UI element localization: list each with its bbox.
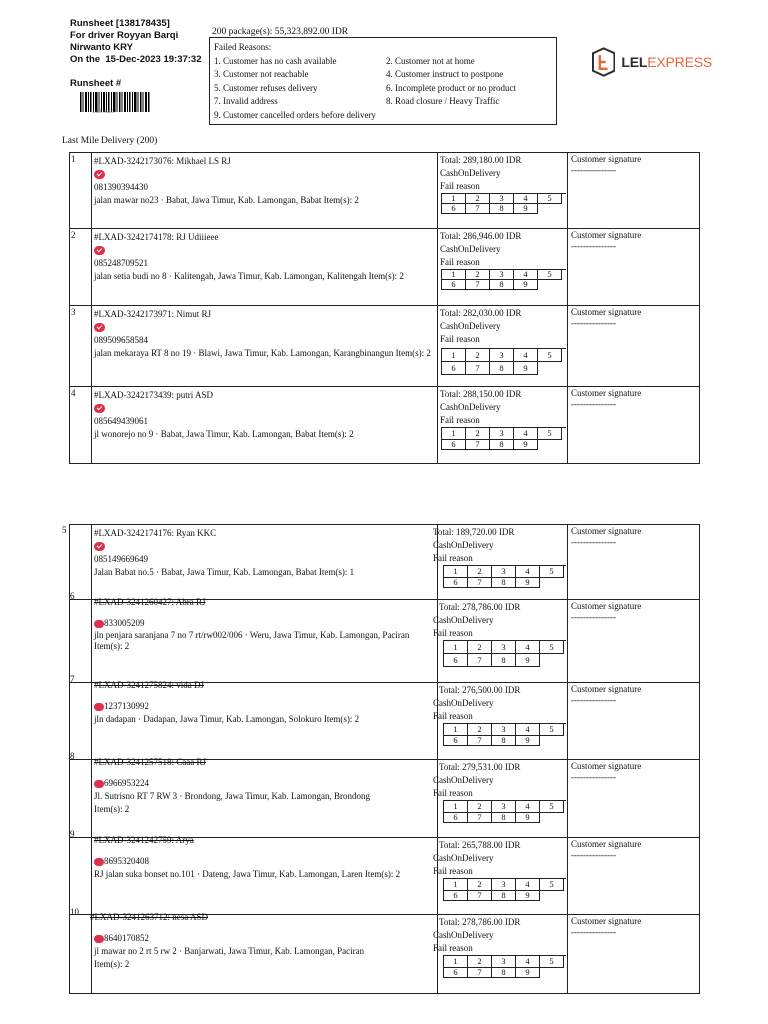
row-number: 3 — [71, 307, 76, 317]
reason-box[interactable]: 4 — [514, 349, 538, 362]
reason-box[interactable]: 3 — [492, 724, 516, 736]
failed-reasons-title: Failed Reasons: — [214, 42, 272, 52]
logo-text: LELEXPRESS — [621, 54, 712, 70]
fail-reason-label: Fail reason — [433, 711, 473, 721]
address: Jl. Sutrisno RT 7 RW 3 · Brondong, Jawa Timur, Kab. Lamongan, Brondong — [94, 791, 371, 801]
signature-line: --------------- — [571, 165, 616, 175]
reason-box[interactable]: 9 — [514, 362, 538, 375]
row-number: 5 — [62, 525, 67, 535]
reason-box[interactable]: 4 — [516, 801, 540, 813]
delivery-row — [69, 152, 700, 229]
reason-box[interactable]: 5 — [538, 270, 562, 280]
phone-line — [94, 777, 435, 790]
phone-line — [94, 617, 435, 630]
signature-label: Customer signature — [571, 388, 642, 398]
signature-cell[interactable] — [569, 683, 699, 759]
reason-box[interactable]: 3 — [490, 270, 514, 280]
signature-line: --------------- — [571, 399, 616, 409]
address: jl wonorejo no 9 · Babat, Jawa Timur, Kab. Lamongan, Babat Item(s): 2 — [94, 429, 354, 439]
signature-line: --------------- — [571, 318, 616, 328]
reason-box[interactable]: 1 — [444, 724, 468, 736]
order-details — [92, 387, 438, 463]
fail-reason-grid[interactable] — [441, 427, 566, 450]
payment-cell — [433, 915, 568, 993]
reason-box[interactable]: 5 — [540, 956, 564, 968]
row-number: 9 — [70, 829, 75, 839]
reason-box[interactable]: 6 — [444, 654, 468, 667]
signature-label: Customer signature — [571, 601, 642, 611]
barcode-number: 138178435 — [92, 110, 115, 115]
signature-label: Customer signature — [571, 307, 642, 317]
signature-line: --------------- — [571, 850, 616, 860]
payment-cell — [439, 153, 568, 228]
payment-method: CashOnDelivery — [433, 775, 494, 785]
runsheet-title: Runsheet [138178435] — [70, 18, 170, 29]
reason-box[interactable]: 8 — [492, 813, 516, 823]
reason-box[interactable]: 8 — [490, 362, 514, 375]
phone-line — [94, 932, 435, 945]
signature-label: Customer signature — [571, 761, 642, 771]
row-number: 6 — [70, 591, 75, 601]
verified-badge-icon — [94, 858, 104, 866]
payment-cell — [433, 600, 568, 682]
fail-reason-grid[interactable] — [443, 565, 566, 588]
signature-cell[interactable] — [569, 838, 699, 914]
payment-method: CashOnDelivery — [433, 540, 494, 550]
reason-box[interactable]: 6 — [444, 578, 468, 588]
failed-reasons-list — [214, 55, 552, 123]
address: RJ jalan suka bonset no.101 · Dateng, Jawa Timur, Kab. Lamongan, Laren Item(s): 2 — [94, 869, 401, 879]
item-count: Item(s): 2 — [94, 959, 130, 969]
fail-reason-grid[interactable] — [443, 878, 566, 901]
reason-box[interactable]: 6 — [444, 891, 468, 901]
reason-box[interactable]: 3 — [492, 879, 516, 891]
row-number: 1 — [71, 154, 76, 164]
date-value: 15-Dec-2023 19:37:32 — [105, 54, 202, 65]
signature-cell[interactable] — [569, 306, 699, 386]
order-total: Total: 288,150.00 IDR — [440, 389, 522, 399]
address: Jalan Babat no.5 · Babat, Jawa Timur, Kab. Lamongan, Babat Item(s): 1 — [94, 567, 355, 577]
fail-reason-grid[interactable] — [441, 269, 566, 290]
delivery-row — [69, 387, 700, 464]
phone-number: 081390394430 — [94, 182, 148, 192]
order-details — [92, 680, 438, 759]
order-id: #LXAD-3241263712: nesa ASD — [90, 912, 208, 922]
order-details — [92, 229, 438, 305]
reason-box[interactable]: 9 — [516, 736, 540, 746]
order-id: #LXAD-3242174176: Ryan KKC — [94, 528, 217, 538]
signature-label: Customer signature — [571, 230, 642, 240]
payment-cell — [439, 387, 568, 463]
reason-box[interactable]: 7 — [466, 280, 490, 290]
delivery-row — [69, 757, 700, 838]
reason-box[interactable]: 7 — [468, 736, 492, 746]
signature-cell[interactable] — [569, 387, 699, 463]
fail-reason-grid[interactable] — [443, 955, 566, 978]
reason-box[interactable]: 5 — [540, 641, 564, 654]
signature-cell[interactable] — [569, 153, 699, 228]
payment-method: CashOnDelivery — [440, 402, 501, 412]
reason-box[interactable]: 5 — [540, 566, 564, 578]
reason-box[interactable]: 5 — [540, 879, 564, 891]
order-details — [92, 835, 438, 914]
reason-box[interactable]: 7 — [468, 813, 492, 823]
reason-box[interactable]: 2 — [466, 428, 490, 440]
reason-box[interactable]: 1 — [444, 879, 468, 891]
reason-box[interactable]: 4 — [516, 566, 540, 578]
section-title: Last Mile Delivery (200) — [62, 136, 158, 146]
reason-box[interactable]: 8 — [492, 891, 516, 901]
runsheet-label: Runsheet # — [70, 78, 122, 89]
order-id: #LXAD-3242173076: Mikhael LS RJ — [94, 156, 231, 166]
order-total: Total: 278,786.00 IDR — [439, 602, 521, 612]
item-count: Item(s): 2 — [94, 804, 130, 814]
reason-box[interactable]: 7 — [466, 440, 490, 450]
signature-label: Customer signature — [571, 839, 642, 849]
fail-reason-label: Fail reason — [433, 866, 473, 876]
reason-box[interactable]: 6 — [442, 440, 466, 450]
reason-box[interactable]: 6 — [442, 280, 466, 290]
reason-box[interactable]: 8 — [492, 968, 516, 978]
address: jalan mekaraya RT 8 no 19 · Blawi, Jawa Timur, Kab. Lamongan, Karangbinangun Item(s): 2 — [94, 348, 431, 358]
signature-line: --------------- — [571, 537, 616, 547]
reason-box[interactable]: 2 — [466, 270, 490, 280]
reason-box[interactable]: 5 — [538, 428, 562, 440]
reason-box[interactable]: 7 — [468, 654, 492, 667]
order-details — [92, 306, 438, 386]
reason-box[interactable]: 3 — [492, 956, 516, 968]
reason-box[interactable]: 2 — [468, 724, 492, 736]
order-total: Total: 189,720.00 IDR — [433, 527, 515, 537]
reason-box[interactable]: 4 — [516, 956, 540, 968]
phone-number: 8695320408 — [104, 856, 149, 866]
payment-cell — [433, 760, 568, 837]
signature-line: --------------- — [571, 772, 616, 782]
reason-box[interactable]: 1 — [444, 801, 468, 813]
address: jalan setia budi no 8 · Kalitengah, Jawa Timur, Kab. Lamongan, Kalitengah Item(s): 2 — [94, 271, 404, 281]
driver-line-2: Nirwanto KRY — [70, 42, 133, 53]
reason-item: 9. Customer cancelled orders before delivery — [214, 109, 376, 120]
phone-number: 8640170852 — [104, 933, 149, 943]
reason-box[interactable]: 6 — [444, 736, 468, 746]
reason-box[interactable]: 1 — [444, 566, 468, 578]
payment-method: CashOnDelivery — [440, 168, 501, 178]
order-total: Total: 289,180.00 IDR — [440, 155, 522, 165]
reason-box[interactable]: 2 — [466, 194, 490, 204]
reason-item: 1. Customer has no cash available — [214, 55, 337, 66]
reason-box[interactable]: 8 — [490, 280, 514, 290]
logo-mark-icon — [592, 47, 615, 77]
payment-cell — [439, 306, 568, 386]
delivery-row — [69, 306, 700, 387]
runsheet-header — [70, 18, 202, 90]
reason-box[interactable]: 6 — [442, 362, 466, 375]
packages-summary: 200 package(s): 55,323,892.00 IDR — [212, 27, 349, 37]
delivery-row — [69, 229, 700, 306]
reason-box[interactable]: 9 — [514, 280, 538, 290]
signature-line: --------------- — [571, 241, 616, 251]
signature-label: Customer signature — [571, 916, 642, 926]
signature-line: --------------- — [571, 927, 616, 937]
reason-item: 4. Customer instruct to postpone — [386, 69, 504, 79]
phone-line — [94, 700, 435, 713]
delivery-row — [69, 835, 700, 915]
order-total: Total: 282,030.00 IDR — [440, 308, 522, 318]
driver-line-1: For driver Royyan Barqi — [70, 30, 179, 41]
payment-method: CashOnDelivery — [440, 244, 501, 254]
payment-cell — [433, 683, 568, 759]
verified-badge-icon — [94, 703, 104, 711]
fail-reason-label: Fail reason — [440, 334, 480, 344]
signature-label: Customer signature — [571, 526, 642, 536]
signature-cell[interactable] — [569, 525, 699, 599]
reason-box[interactable]: 3 — [492, 641, 516, 654]
reason-box[interactable]: 6 — [444, 968, 468, 978]
fail-reason-grid[interactable] — [443, 640, 566, 667]
delivery-row — [69, 524, 700, 600]
reason-box[interactable]: 1 — [444, 641, 468, 654]
payment-cell — [433, 838, 568, 914]
reason-box[interactable]: 4 — [514, 194, 538, 204]
reason-item: 2. Customer not at home — [386, 55, 475, 66]
signature-label: Customer signature — [571, 154, 642, 164]
phone-line — [94, 855, 435, 868]
reason-box[interactable]: 2 — [468, 879, 492, 891]
signature-cell[interactable] — [569, 600, 699, 682]
fail-reason-label: Fail reason — [433, 788, 473, 798]
phone-number: 085149669649 — [94, 554, 148, 564]
address: jl mawar no 2 rt 5 rw 2 · Banjarwati, Jawa Timur, Kab. Lamongan, Paciran — [94, 946, 365, 956]
order-id: #LXAD-3241257518: Caaa RJ — [94, 757, 206, 767]
date-label: On the — [70, 54, 101, 65]
reason-box[interactable]: 8 — [492, 736, 516, 746]
reason-box[interactable]: 1 — [442, 270, 466, 280]
fail-reason-grid[interactable] — [443, 723, 566, 746]
reason-box[interactable]: 7 — [468, 891, 492, 901]
reason-box[interactable]: 3 — [490, 349, 514, 362]
reason-box[interactable]: 2 — [468, 641, 492, 654]
phone-number: 6966953224 — [104, 778, 149, 788]
address: jln penjara saranjana 7 no 7 rt/rw002/006 · Weru, Jawa Timur, Kab. Lamongan, Paciran — [94, 630, 410, 640]
reason-box[interactable]: 1 — [442, 194, 466, 204]
row-number: 8 — [70, 751, 75, 761]
payment-method: CashOnDelivery — [440, 321, 501, 331]
order-total: Total: 265,788.00 IDR — [439, 840, 521, 850]
reason-box[interactable]: 5 — [538, 349, 562, 362]
phone-number: 085649439061 — [94, 416, 148, 426]
reason-box[interactable]: 9 — [516, 891, 540, 901]
reason-box[interactable]: 5 — [538, 194, 562, 204]
verified-badge-icon — [94, 404, 105, 413]
reason-box[interactable]: 7 — [466, 204, 490, 214]
reason-box[interactable]: 2 — [468, 956, 492, 968]
payment-method: CashOnDelivery — [433, 615, 494, 625]
reason-box[interactable]: 1 — [442, 349, 466, 362]
reason-box[interactable]: 9 — [514, 204, 538, 214]
reason-box[interactable]: 6 — [442, 204, 466, 214]
signature-line: --------------- — [571, 612, 616, 622]
lelexpress-logo — [592, 45, 712, 79]
reason-item: 3. Customer not reachable — [214, 69, 309, 79]
order-total: Total: 278,786.00 IDR — [439, 917, 521, 927]
fail-reason-grid[interactable] — [441, 193, 566, 214]
order-details — [92, 153, 438, 228]
reason-box[interactable]: 2 — [466, 349, 490, 362]
order-details — [92, 597, 438, 682]
verified-badge-icon — [94, 246, 105, 255]
verified-badge-icon — [94, 542, 105, 551]
reason-box[interactable]: 8 — [492, 578, 516, 588]
order-id: #LXAD-3241242759: Arya — [94, 835, 194, 845]
reason-box[interactable]: 4 — [516, 641, 540, 654]
delivery-row — [69, 597, 700, 683]
phone-number: 833005209 — [104, 618, 145, 628]
reason-box[interactable]: 7 — [468, 578, 492, 588]
item-count: Item(s): 2 — [94, 641, 130, 651]
phone-number: 085248709521 — [94, 258, 148, 268]
signature-label: Customer signature — [571, 684, 642, 694]
reason-box[interactable]: 9 — [516, 813, 540, 823]
reason-box[interactable]: 9 — [516, 578, 540, 588]
reason-box[interactable]: 4 — [514, 270, 538, 280]
order-details — [92, 757, 438, 837]
reason-box[interactable]: 2 — [468, 801, 492, 813]
fail-reason-label: Fail reason — [433, 553, 473, 563]
runsheet-barcode — [80, 92, 150, 116]
row-number: 2 — [71, 230, 76, 240]
reason-box[interactable]: 1 — [444, 956, 468, 968]
reason-box[interactable]: 9 — [516, 968, 540, 978]
fail-reason-label: Fail reason — [440, 181, 480, 191]
reason-box[interactable]: 7 — [468, 968, 492, 978]
signature-cell[interactable] — [569, 915, 699, 993]
reason-box[interactable]: 3 — [490, 194, 514, 204]
verified-badge-icon — [94, 780, 104, 788]
order-id: #LXAD-3242174178: RJ Udiiieee — [94, 232, 219, 242]
row-number: 4 — [71, 388, 76, 398]
reason-box[interactable]: 3 — [492, 801, 516, 813]
reason-box[interactable]: 4 — [516, 879, 540, 891]
row-number: 7 — [70, 674, 75, 684]
fail-reason-label: Fail reason — [433, 628, 473, 638]
verified-badge-icon — [94, 323, 105, 332]
reason-box[interactable]: 4 — [514, 428, 538, 440]
order-id: #LXAD-3241275824: vida DJ — [94, 680, 204, 690]
phone-number: 1237130992 — [104, 701, 149, 711]
verified-badge-icon — [94, 170, 105, 179]
verified-badge-icon — [94, 935, 104, 943]
reason-item: 8. Road closure / Heavy Traffic — [386, 96, 500, 106]
payment-method: CashOnDelivery — [433, 930, 494, 940]
fail-reason-label: Fail reason — [440, 415, 480, 425]
order-id: #LXAD-3242173971: Nimut RJ — [94, 309, 211, 319]
date-line — [70, 54, 202, 66]
order-details — [92, 525, 438, 599]
order-details — [90, 912, 438, 993]
payment-cell — [439, 229, 568, 305]
failed-reasons-box — [209, 37, 557, 125]
payment-cell — [433, 525, 568, 599]
fail-reason-grid[interactable] — [443, 800, 566, 823]
reason-box[interactable]: 8 — [490, 440, 514, 450]
reason-box[interactable]: 8 — [490, 204, 514, 214]
order-total: Total: 276,500.00 IDR — [439, 685, 521, 695]
order-id: #LXAD-3242173439: putri ASD — [94, 390, 213, 400]
delivery-row — [69, 680, 700, 760]
reason-box[interactable]: 1 — [442, 428, 466, 440]
signature-line: --------------- — [571, 695, 616, 705]
reason-box[interactable]: 5 — [540, 724, 564, 736]
reason-box[interactable]: 2 — [468, 566, 492, 578]
row-number: 10 — [70, 907, 79, 917]
order-total: Total: 279,531.00 IDR — [439, 762, 521, 772]
fail-reason-label: Fail reason — [433, 943, 473, 953]
reason-box[interactable]: 3 — [490, 428, 514, 440]
order-id: #LXAD-3241260427: Abra RJ — [94, 597, 206, 607]
fail-reason-label: Fail reason — [440, 257, 480, 267]
reason-box[interactable]: 3 — [492, 566, 516, 578]
address: jalan mawar no23 · Babat, Jawa Timur, Kab. Lamongan, Babat Item(s): 2 — [94, 195, 359, 205]
verified-badge-icon — [94, 620, 104, 628]
reason-box[interactable]: 4 — [516, 724, 540, 736]
reason-box[interactable]: 5 — [540, 801, 564, 813]
fail-reason-grid[interactable] — [441, 348, 566, 375]
signature-cell[interactable] — [569, 229, 699, 305]
order-total: Total: 286,946.00 IDR — [440, 231, 522, 241]
reason-item: 5. Customer refuses delivery — [214, 82, 318, 93]
reason-box[interactable]: 9 — [516, 654, 540, 667]
address: jln dadapan · Dadapan, Jawa Timur, Kab. Lamongan, Solokuro Item(s): 2 — [94, 714, 360, 724]
signature-cell[interactable] — [569, 760, 699, 837]
reason-box[interactable]: 8 — [492, 654, 516, 667]
reason-item: 6. Incomplete product or no product — [386, 82, 516, 93]
payment-method: CashOnDelivery — [433, 698, 494, 708]
reason-box[interactable]: 7 — [466, 362, 490, 375]
reason-item: 7. Invalid address — [214, 96, 278, 106]
phone-number: 089509658584 — [94, 335, 148, 345]
reason-box[interactable]: 6 — [444, 813, 468, 823]
reason-box[interactable]: 9 — [514, 440, 538, 450]
payment-method: CashOnDelivery — [433, 853, 494, 863]
